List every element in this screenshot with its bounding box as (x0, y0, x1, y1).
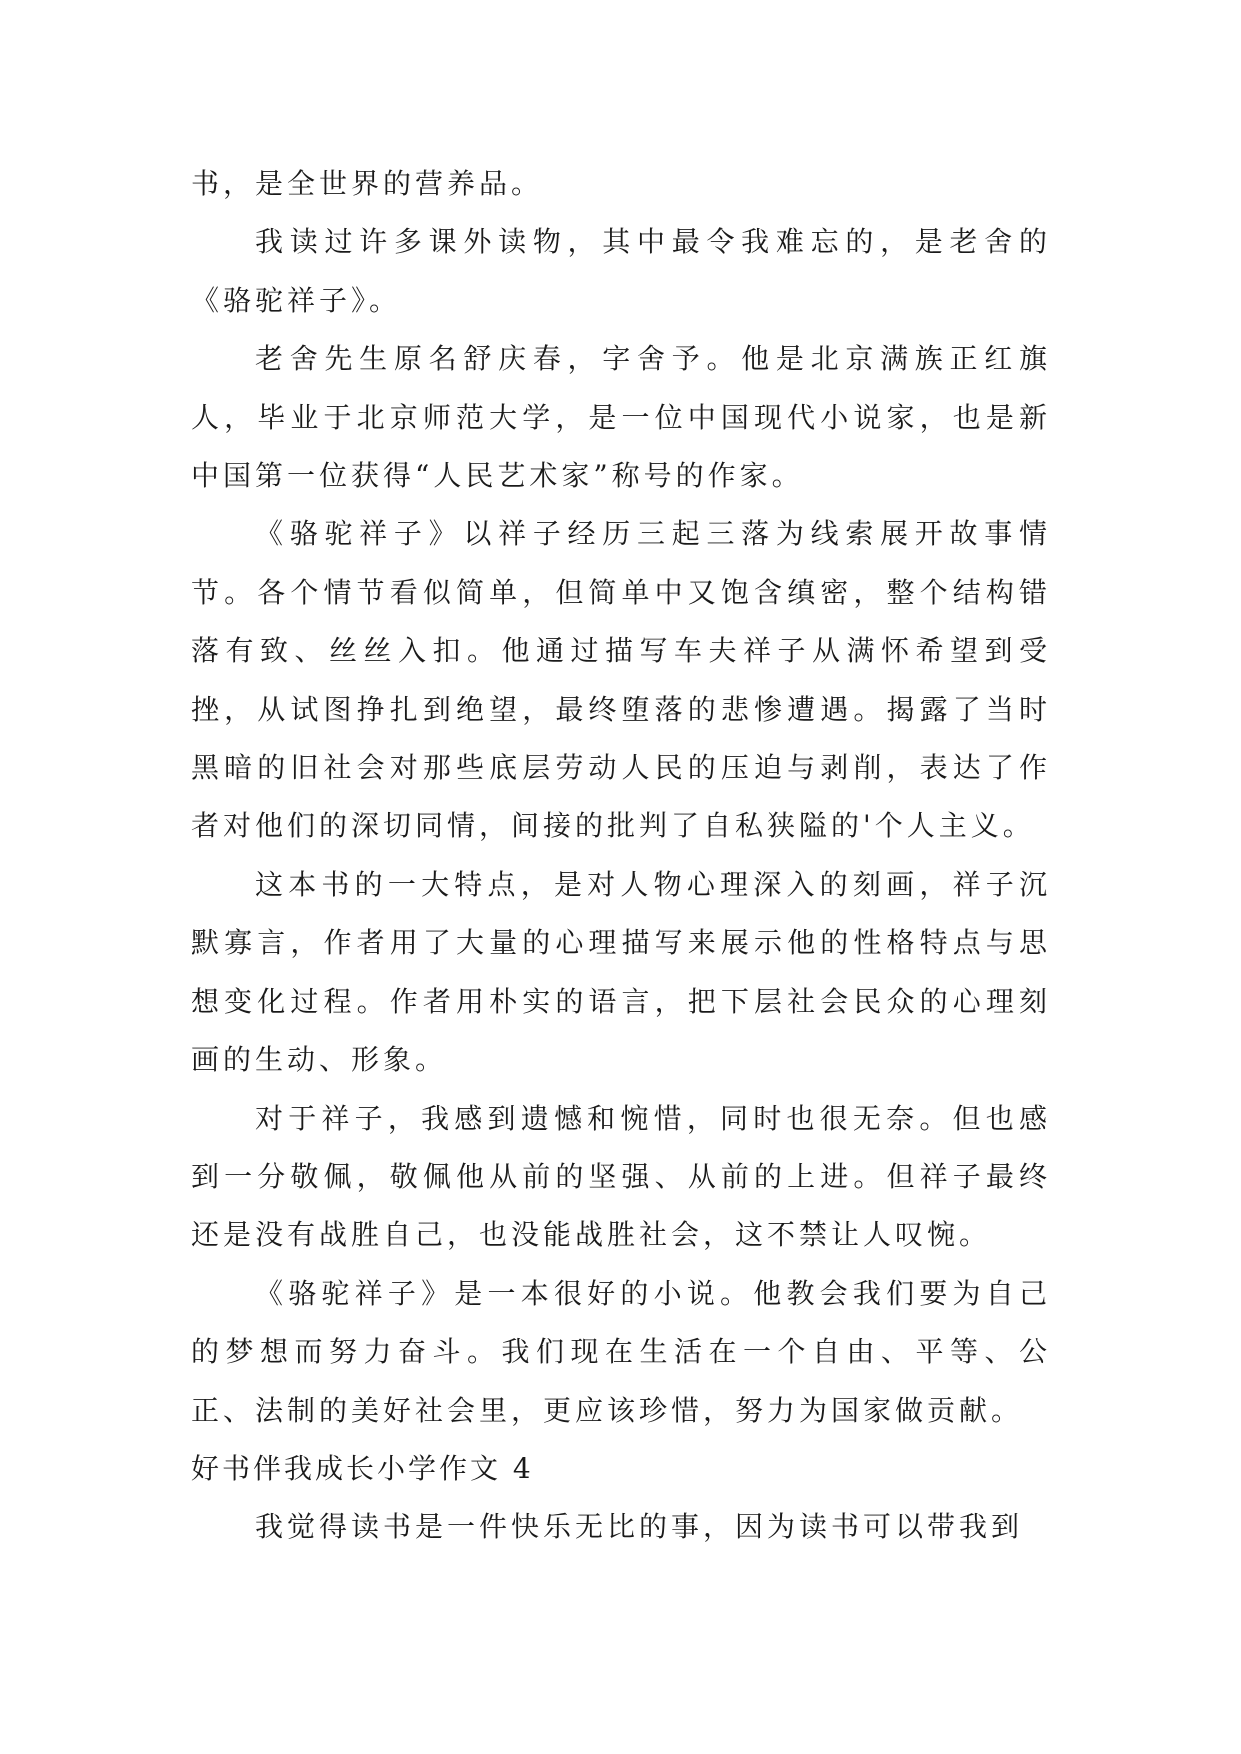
document-body (191, 155, 1051, 1557)
paragraph: 对于祥子，我感到遗憾和惋惜，同时也很无奈。但也感到一分敬佩，敬佩他从前的坚强、从前的上进。但祥子最终还是没有战胜自己，也没能战胜社会，这不禁让人叹惋。 (191, 1101, 1051, 1252)
paragraph: 这本书的一大特点，是对人物心理深入的刻画，祥子沉默寡言，作者用了大量的心理描写来展示他的性格特点与思想变化过程。作者用朴实的语言，把下层社会民众的心理刻画的生动、形象。 (191, 867, 1051, 1077)
paragraph: 《骆驼祥子》以祥子经历三起三落为线索展开故事情节。各个情节看似简单，但简单中又饱含缜密，整个结构错落有致、丝丝入扣。他通过描写车夫祥子从满怀希望到受挫，从试图挣扎到绝望，最终堕落的悲惨遭遇。揭露了当时黑暗的旧社会对那些底层劳动人民的压迫与剥削，表达了作者对他们的深切同情，间接的批判了自私狭隘的'个人主义。 (191, 517, 1051, 843)
paragraph: 老舍先生原名舒庆春，字舍予。他是北京满族正红旗人，毕业于北京师范大学，是一位中国现代小说家，也是新中国第一位获得“人民艺术家”称号的作家。 (191, 342, 1051, 493)
paragraph: 《骆驼祥子》是一本很好的小说。他教会我们要为自己的梦想而努力奋斗。我们现在生活在一个自由、平等、公正、法制的美好社会里，更应该珍惜，努力为国家做贡献。 (191, 1276, 1051, 1427)
paragraph: 我读过许多课外读物，其中最令我难忘的，是老舍的《骆驼祥子》。 (191, 225, 1051, 317)
paragraph: 书，是全世界的营养品。 (191, 167, 544, 200)
paragraph: 我觉得读书是一件快乐无比的事，因为读书可以带我到 (255, 1510, 1024, 1544)
section-heading: 好书伴我成长小学作文 4 (191, 1451, 534, 1485)
